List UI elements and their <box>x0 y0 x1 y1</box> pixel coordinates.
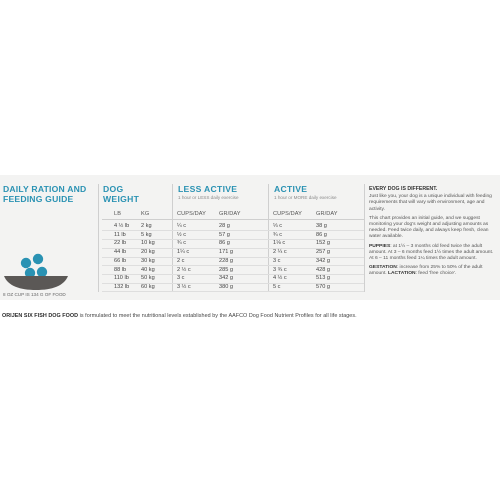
row-rule <box>102 291 364 292</box>
table-cell-less-cups: 3 c <box>177 275 185 282</box>
gr-day-header: GR/DAY <box>219 211 241 217</box>
kg-header: KG <box>141 211 150 217</box>
dog-bowl-icon <box>2 252 72 292</box>
aafco-statement: ORIJEN SIX FISH DOG FOOD is formulated to meet the nutritional levels established by the AAFCO Dog Food Nutrient Profiles for all life stages. <box>2 313 357 319</box>
gr-day-header: GR/DAY <box>316 211 338 217</box>
table-cell-act-cups: 3 ¾ c <box>273 266 287 273</box>
table-cell-act-gr: 513 g <box>316 275 330 282</box>
bowl-shape <box>4 276 68 290</box>
column-divider <box>364 184 365 292</box>
column-divider <box>268 184 269 292</box>
notes-paragraph: This chart provides an initial guide, and we suggest monitoring your dog's weight and adjusting amounts as needed. Feed twice daily, and always keep fresh, clean water available. <box>369 215 489 240</box>
table-cell-act-cups: 5 c <box>273 283 281 290</box>
table-cell-less-cups: 2 ½ c <box>177 266 191 273</box>
table-cell-act-gr: 38 g <box>316 223 327 229</box>
kibble-icon <box>37 267 47 277</box>
table-cell-act-cups: 1⅛ c <box>273 240 286 247</box>
title-line-1: DAILY RATION AND <box>3 184 87 194</box>
active-heading: ACTIVE <box>274 184 308 194</box>
table-cell-act-gr: 152 g <box>316 240 330 247</box>
table-cell-act-cups: 3 c <box>273 257 281 264</box>
table-cell-kg: 30 kg <box>141 257 155 264</box>
table-cell-kg: 50 kg <box>141 275 155 282</box>
table-cell-act-gr: 86 g <box>316 231 327 238</box>
table-cell-kg: 5 kg <box>141 231 152 238</box>
table-cell-act-gr: 428 g <box>316 266 330 273</box>
less-active-note: 1 hour or LESS daily exercise <box>178 195 239 200</box>
feeding-guide-title <box>3 185 95 204</box>
kibble-icon <box>21 258 31 268</box>
table-cell-act-gr: 570 g <box>316 283 330 290</box>
table-cell-lb: 22 lb <box>114 240 127 247</box>
table-cell-lb: 44 lb <box>114 249 127 256</box>
table-cell-less-gr: 380 g <box>219 283 233 290</box>
less-active-heading: LESS ACTIVE <box>178 184 238 194</box>
table-cell-kg: 40 kg <box>141 266 155 273</box>
table-cell-kg: 10 kg <box>141 240 155 247</box>
kibble-icon <box>33 254 43 264</box>
table-cell-less-cups: 1¼ c <box>177 249 190 256</box>
active-note: 1 hour or MORE daily exercise <box>274 195 337 200</box>
notes-heading: EVERY DOG IS DIFFERENT. <box>369 186 438 192</box>
table-cell-lb: 110 lb <box>114 275 129 282</box>
table-cell-less-gr: 57 g <box>219 231 230 238</box>
dog-weight-heading: DOG WEIGHT <box>103 184 140 204</box>
gestation-note: GESTATION: increase from 25% to 50% of the adult amount. LACTATION: feed 'free choice'. <box>369 265 483 277</box>
table-cell-less-gr: 28 g <box>219 223 230 229</box>
table-cell-less-gr: 342 g <box>219 275 233 282</box>
table-cell-less-cups: 3 ½ c <box>177 283 191 290</box>
table-cell-act-cups: ¾ c <box>273 231 283 238</box>
table-cell-act-cups: 4 ½ c <box>273 275 287 282</box>
table-cell-less-cups: ½ c <box>177 231 187 238</box>
brand-name: ORIJEN SIX FISH DOG FOOD <box>2 313 79 319</box>
table-cell-kg: 20 kg <box>141 249 155 256</box>
column-divider <box>172 184 173 292</box>
table-cell-lb: 132 lb <box>114 283 130 290</box>
table-cell-kg: 60 kg <box>141 283 155 290</box>
puppies-note: PUPPIES: at 1½ – 3 months old feed twice the adult amount. At 3 – 6 months feed 1½ times the adult amount. At 6 – 11 months feed 1¼ times the adult amount. <box>369 243 494 262</box>
table-cell-less-gr: 285 g <box>219 266 233 273</box>
feeding-notes <box>369 186 497 281</box>
table-cell-lb: 4 ½ lb <box>114 223 130 229</box>
notes-paragraph: Just like you, your dog is a unique individual with feeding requirements that will vary with environment, age and activity. <box>369 194 492 212</box>
table-cell-less-gr: 86 g <box>219 240 230 247</box>
table-cell-act-cups: 2 ¼ c <box>273 249 287 256</box>
table-cell-less-gr: 171 g <box>219 249 233 256</box>
table-cell-less-cups: ¼ c <box>177 223 187 229</box>
cup-caption: 8 OZ CUP IS 134 G OF FOOD <box>3 292 66 297</box>
column-divider <box>98 184 99 292</box>
table-cell-lb: 11 lb <box>114 231 126 238</box>
table-cell-kg: 2 kg <box>141 223 152 229</box>
table-cell-less-gr: 228 g <box>219 257 233 264</box>
header-rule <box>102 219 364 220</box>
title-line-2: FEEDING GUIDE <box>3 193 74 204</box>
table-cell-lb: 66 lb <box>114 257 127 264</box>
table-cell-lb: 88 lb <box>114 266 127 273</box>
cups-day-header: CUPS/DAY <box>177 211 206 217</box>
table-cell-less-cups: ¾ c <box>177 240 187 247</box>
table-cell-act-gr: 342 g <box>316 257 330 264</box>
table-cell-act-cups: ⅓ c <box>273 223 283 229</box>
cups-day-header: CUPS/DAY <box>273 211 302 217</box>
lb-header: LB <box>114 211 122 217</box>
table-cell-act-gr: 257 g <box>316 249 330 256</box>
table-cell-less-cups: 2 c <box>177 257 185 264</box>
